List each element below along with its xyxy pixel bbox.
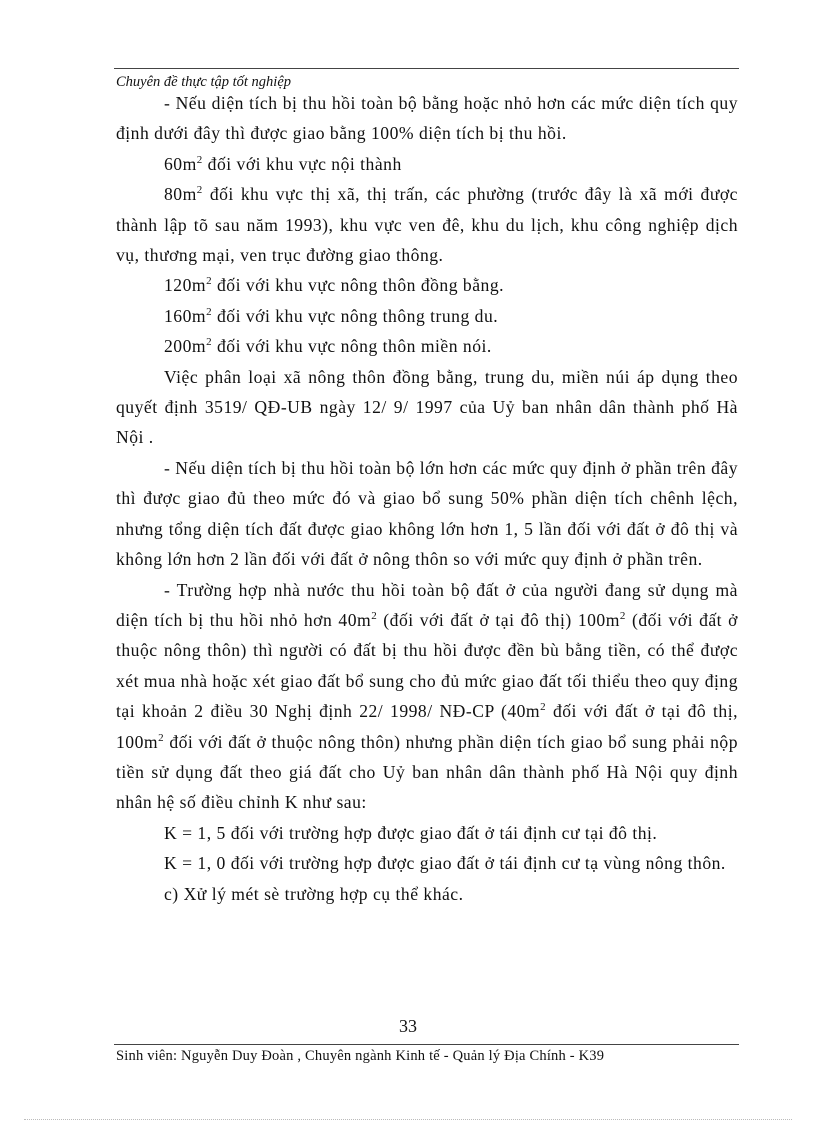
paragraph-text: đối khu vực thị xã, thị trấn, các phường (trước đây là xã mới được thành lập tõ sau năm 1993), khu vực ven đê, khu du lịch, khu công nghiệp dịch vụ, thương mại, ven trục đường giao thông.: [116, 184, 738, 266]
paragraph-12: c) Xử lý mét sè trường hợp cụ thể khác.: [164, 883, 464, 904]
paragraph-7: Việc phân loại xã nông thôn đồng bằng, trung du, miền núi áp dụng theo quyết định 3519/ QĐ-UB ngày 12/ 9/ 1997 của Uỷ ban nhân dân thành phố Hà Nội .: [116, 366, 738, 448]
paragraph-10: K = 1, 5 đối với trường hợp được giao đất ở tái định cư tại đô thị.: [164, 822, 658, 843]
superscript: 2: [206, 275, 213, 288]
paragraph-text: đối với khu vực nông thông trung du.: [212, 305, 499, 326]
paragraph-text: (đối với đất ở thuộc nông thôn) thì người có đất bị thu hồi được đền bù bằng tiền, có thể được xét mua nhà hoặc xét giao đất bổ sung cho đủ mức giao đất tối thiểu theo quy địng tại khoản 2 điều 30 Nghị định 22/ 1998/ NĐ-CP (40m: [116, 609, 738, 722]
area-value: 160m: [164, 305, 207, 326]
paragraph-5: [116, 301, 738, 331]
page-edge: [24, 1119, 792, 1120]
document-body: [116, 88, 738, 909]
page-header: Chuyên đề thực tập tốt nghiệp: [116, 74, 292, 90]
paragraph-text: đối với đất ở tại đô thị, 100m: [116, 701, 739, 752]
area-value: 80m: [164, 184, 197, 205]
page-footer: Sinh viên: Nguyễn Duy Đoàn , Chuyên ngành Kinh tế - Quản lý Địa Chính - K39: [116, 1048, 605, 1064]
paragraph-text: đối với khu vực nội thành: [202, 153, 402, 174]
superscript: 2: [206, 305, 213, 318]
paragraph-text: đối với khu vực nông thôn miền nói.: [212, 336, 492, 357]
superscript: 2: [371, 609, 378, 622]
footer-divider: [114, 1044, 739, 1045]
page-number: 33: [399, 1016, 417, 1036]
area-value: 200m: [164, 336, 207, 357]
paragraph-4: [116, 270, 738, 300]
paragraph-text: đối với đất ở thuộc nông thôn) nhưng phần diện tích giao bổ sung phải nộp tiền sử dụng đất theo giá đất cho Uỷ ban nhân dân thành phố Hà Nội quy định nhân hệ số điều chỉnh K như sau:: [116, 731, 738, 813]
area-value: 60m: [164, 153, 197, 174]
paragraph-text: (đối với đất ở tại đô thị) 100m: [377, 609, 620, 630]
paragraph-text: - Trường hợp nhà nước thu hồi toàn bộ đất ở của người đang sử dụng mà diện tích bị thu hồi nhỏ hơn 40m: [116, 579, 738, 630]
superscript: 2: [158, 731, 165, 744]
paragraph-1: - Nếu diện tích bị thu hồi toàn bộ bằng hoặc nhỏ hơn các mức diện tích quy định dưới đây thì được giao bằng 100% diện tích bị thu hồi.: [116, 93, 738, 144]
superscript: 2: [619, 609, 626, 622]
superscript: 2: [206, 336, 213, 349]
paragraph-text: đối với khu vực nông thôn đồng bằng.: [212, 275, 505, 296]
area-value: 120m: [164, 275, 207, 296]
paragraph-8: - Nếu diện tích bị thu hồi toàn bộ lớn hơn các mức quy định ở phần trên đây thì được giao đủ theo mức đó và giao bổ sung 50% phần diện tích chênh lệch, nhưng tổng diện tích đất được giao không lớn hơn 1, 5 lần đối với đất ở đô thị và không lớn hơn 2 lần đối với đất ở nông thôn so với mức quy định ở phần trên.: [116, 457, 738, 570]
paragraph-3: [116, 179, 738, 270]
paragraph-9: [116, 575, 738, 818]
superscript: 2: [196, 184, 203, 197]
superscript: 2: [540, 701, 547, 714]
paragraph-6: [116, 331, 738, 361]
superscript: 2: [196, 153, 203, 166]
paragraph-2: [116, 149, 738, 179]
header-divider: [114, 68, 739, 69]
paragraph-11: K = 1, 0 đối với trường hợp được giao đất ở tái định cư tạ vùng nông thôn.: [164, 853, 726, 874]
